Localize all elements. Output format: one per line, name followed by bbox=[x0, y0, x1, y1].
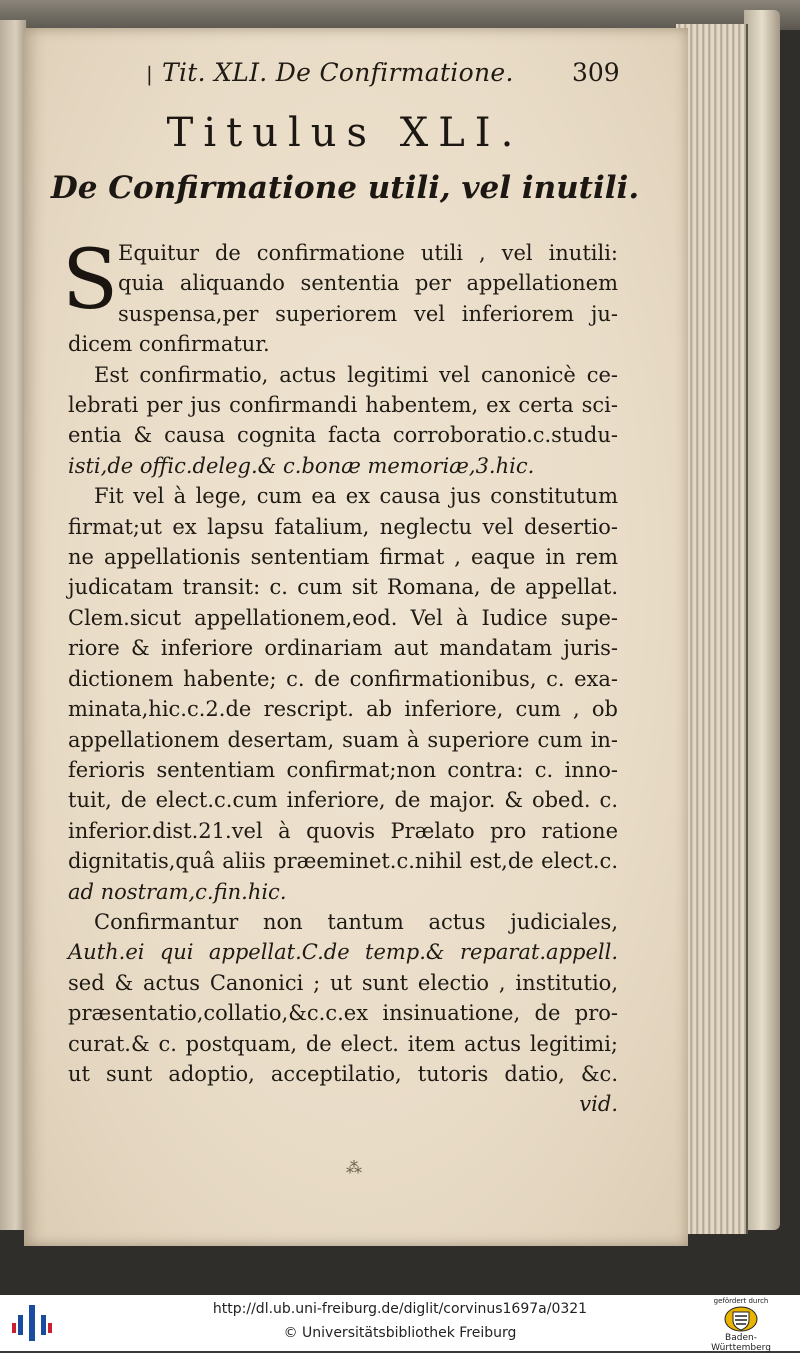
text-line: dicem confirmatur. bbox=[68, 332, 270, 357]
text-line: sed & actus Canonici ; ut sunt electio , institutio, bbox=[68, 970, 618, 995]
text-line: quia aliquando sententia per appellationem bbox=[118, 271, 618, 296]
text-line: curat.& c. postquam, de elect. item actus legitimi; bbox=[68, 1031, 618, 1056]
sponsor-caption: gefördert durch bbox=[713, 1297, 769, 1305]
text-line: entia & causa cognita facta corroboratio.c.studu- bbox=[68, 423, 618, 448]
text-line: inferior.dist.21.vel à quovis Prælato pro ratione bbox=[68, 818, 618, 843]
permalink-url[interactable]: http://dl.ub.uni-freiburg.de/diglit/corvinus1697a/0321 bbox=[212, 1301, 588, 1317]
text-line: ne appellationis sententiam firmat , eaque in rem bbox=[68, 545, 618, 570]
chapter-title: Titulus XLI. bbox=[166, 110, 524, 156]
text-line: lebrati per jus confirmandi habentem, ex certa sci- bbox=[68, 393, 618, 418]
text-line: ut sunt adoptio, acceptilatio, tutoris datio, &c. bbox=[68, 1061, 618, 1086]
book-cover bbox=[744, 10, 780, 1230]
text-line: dignitatis,quâ aliis præeminet.c.nihil est,de elect.c. bbox=[68, 849, 618, 874]
text-line: Auth.ei qui appellat.C.de temp.& reparat.appell. bbox=[68, 940, 618, 965]
text-line: dictionem habente; c. de confirmationibus, c. exa- bbox=[68, 666, 618, 691]
text-line: Confirmantur non tantum actus judiciales, bbox=[94, 909, 618, 934]
text-line: præsentatio,collatio,&c.c.ex insinuatione, de pro- bbox=[68, 1001, 618, 1026]
chapter-subtitle: De Confirmatione utili, vel inutili. bbox=[50, 170, 640, 206]
catchword: vid. bbox=[579, 1092, 618, 1117]
sponsor-logo bbox=[696, 1297, 786, 1353]
copyright-notice: © Universitätsbibliothek Freiburg bbox=[283, 1325, 517, 1341]
text-line: minata,hic.c.2.de rescript. ab inferiore, cum , ob bbox=[68, 697, 618, 722]
page-ornament: ⁂ bbox=[346, 1158, 362, 1177]
text-line: suspensa,per superiorem vel inferiorem ju- bbox=[118, 301, 618, 326]
viewer-footer bbox=[0, 1295, 800, 1351]
text-line: appellationem desertam, suam à superiore cum in- bbox=[68, 727, 618, 752]
text-line: riore & inferiore ordinariam aut mandatam juris- bbox=[68, 636, 618, 661]
running-head bbox=[116, 44, 620, 87]
text-line: Clem.sicut appellationem,eod. Vel à Iudice supe- bbox=[68, 605, 618, 630]
running-head-title: Tit. XLI. De Confirmatione. bbox=[162, 58, 514, 87]
body-text bbox=[68, 238, 618, 1120]
baden-wuerttemberg-coat-of-arms-icon bbox=[724, 1306, 758, 1332]
text-line: isti,de offic.deleg.& c.bonæ memoriæ,3.hic. bbox=[68, 453, 535, 478]
text-line: firmat;ut ex lapsu fatalium, neglectu vel desertio- bbox=[68, 514, 618, 539]
text-line: Fit vel à lege, cum ea ex causa jus constitutum bbox=[94, 484, 618, 509]
text-line: Equitur de confirmatione utili , vel inutili: bbox=[118, 241, 618, 265]
text-line: judicatam transit: c. cum sit Romana, de appellat. bbox=[68, 575, 618, 600]
running-head-rule: | bbox=[146, 62, 153, 86]
text-line: ad nostram,c.fin.hic. bbox=[68, 879, 287, 904]
text-line: tuit, de elect.c.cum inferiore, de major. & obed. c. bbox=[68, 788, 618, 813]
drop-cap: S bbox=[62, 233, 119, 328]
sponsor-name: Baden-Württemberg bbox=[711, 1333, 771, 1353]
text-line: ferioris sententiam confirmat;non contra: c. inno- bbox=[68, 757, 618, 782]
text-line: Est confirmatio, actus legitimi vel canonicè ce- bbox=[94, 362, 618, 387]
page-number: 309 bbox=[572, 58, 620, 87]
